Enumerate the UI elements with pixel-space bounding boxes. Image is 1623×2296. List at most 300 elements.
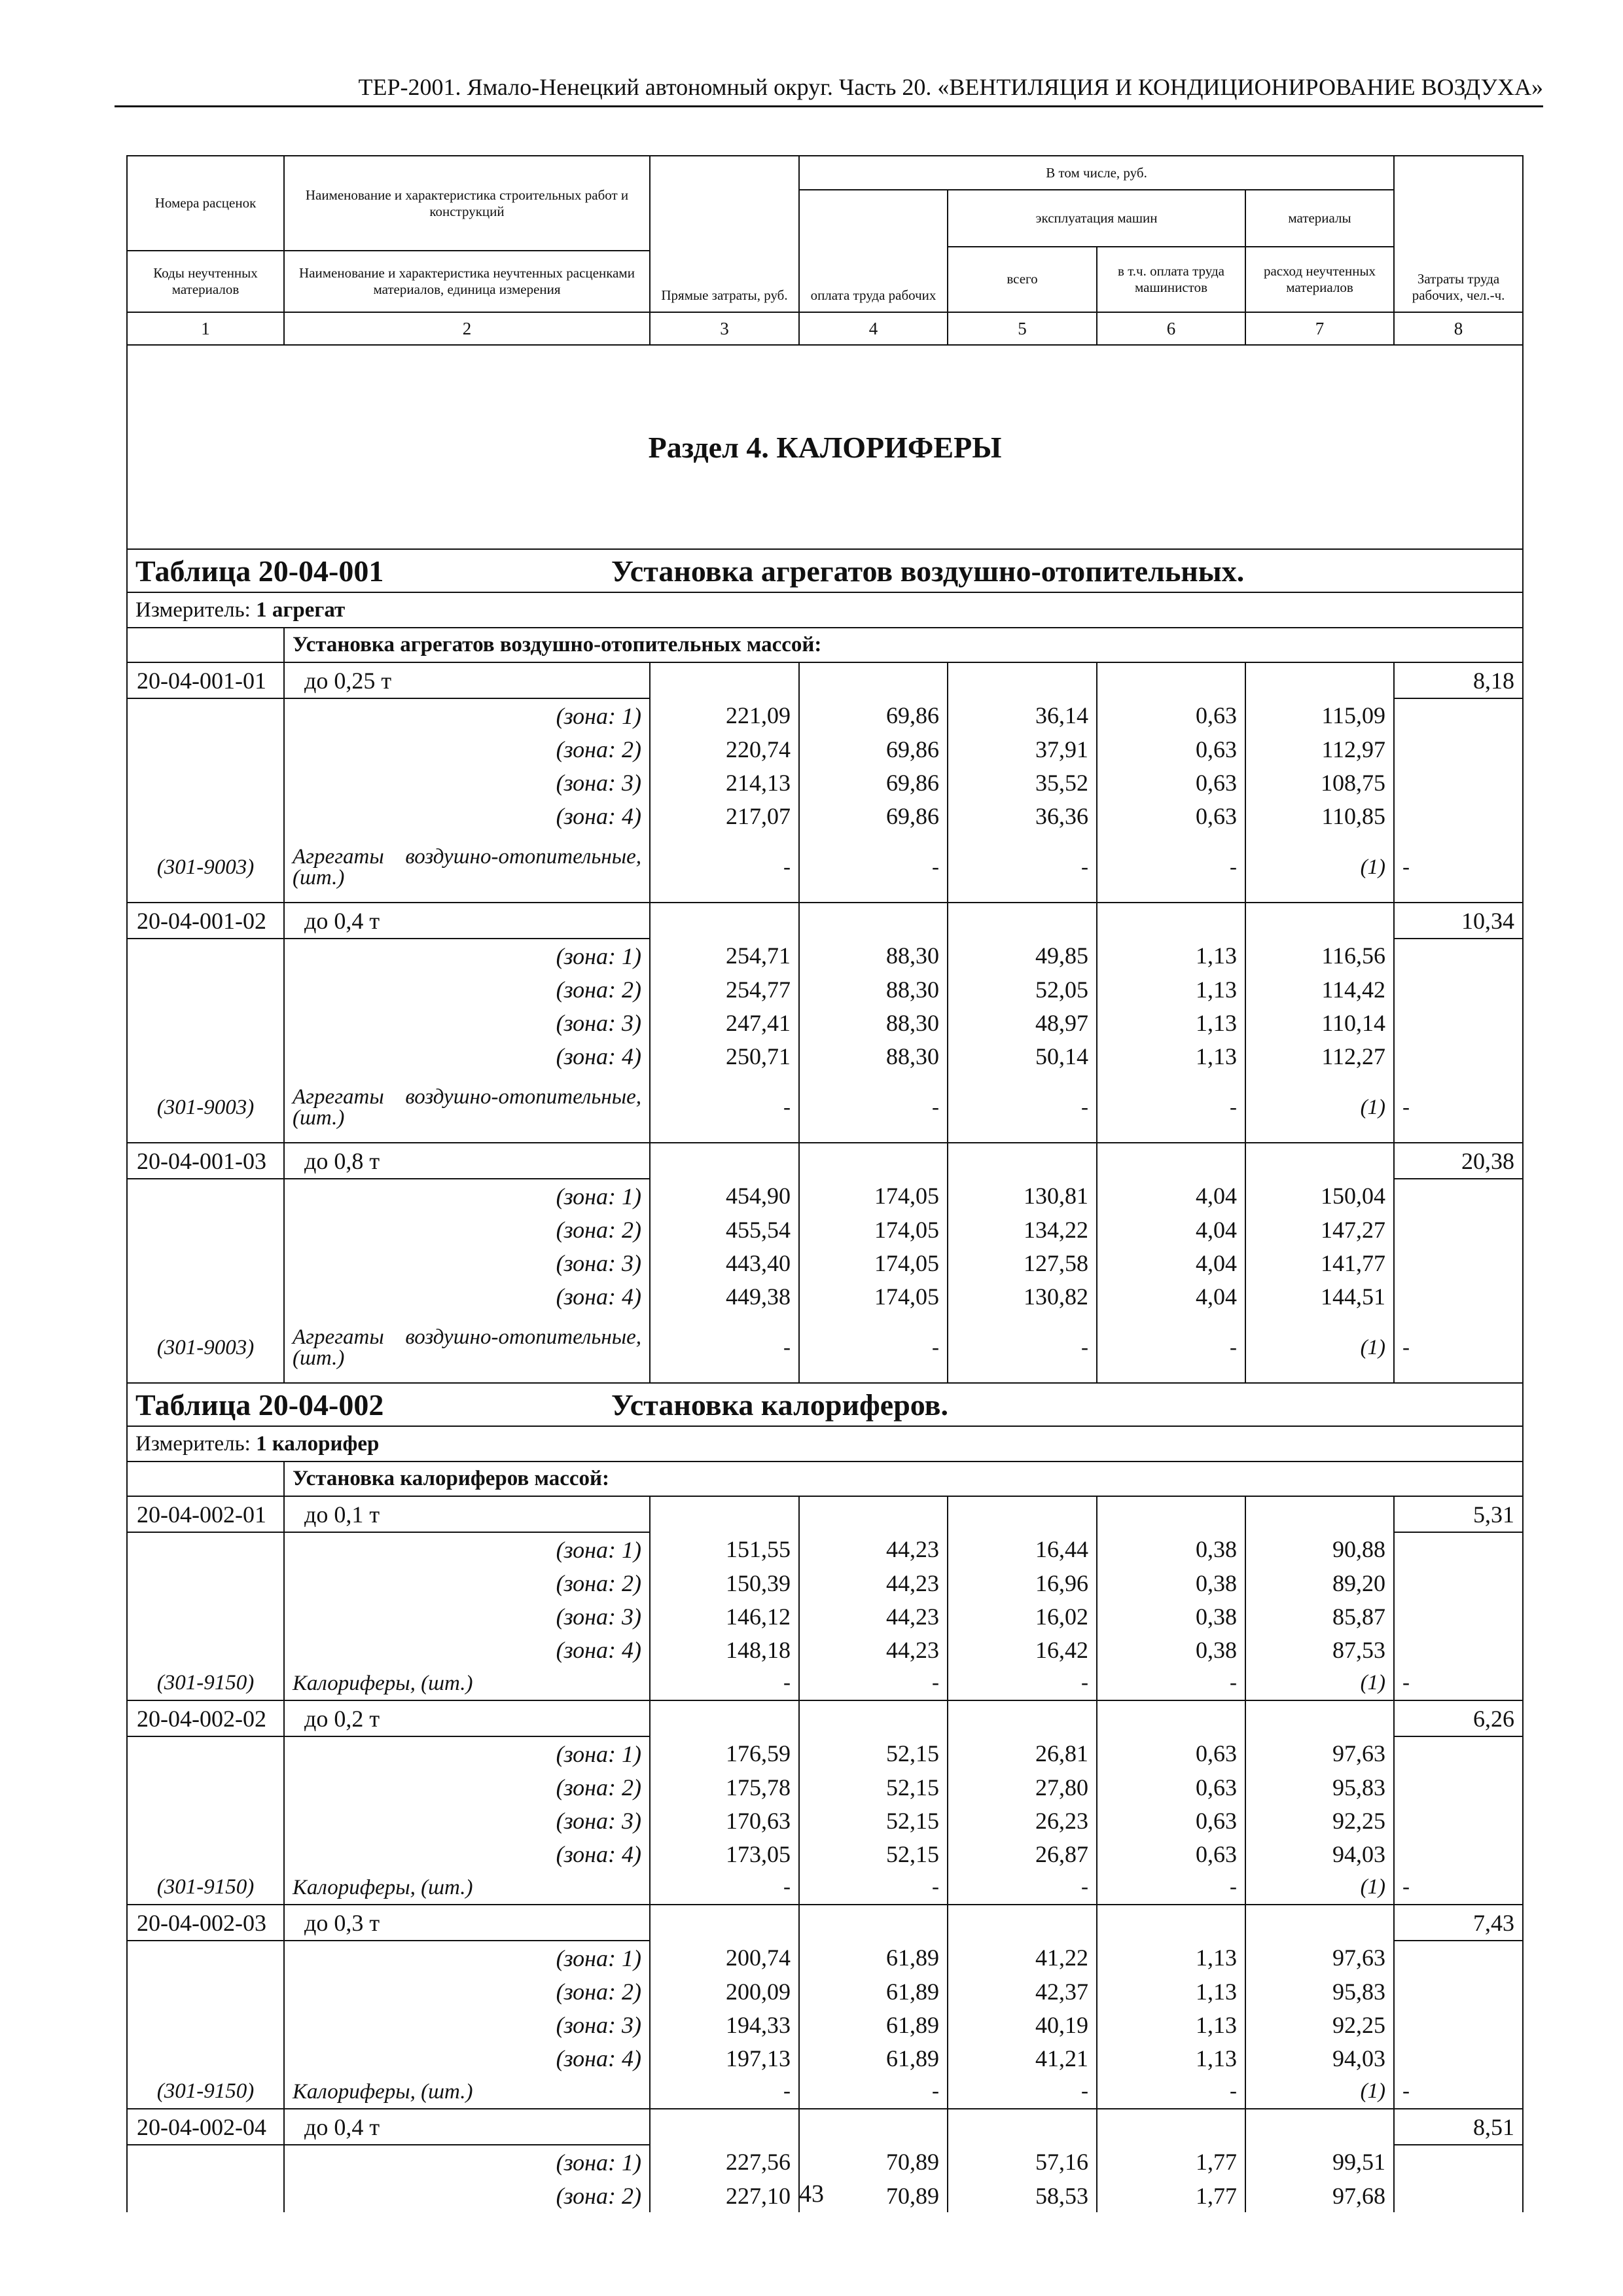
wage-cost: 61,89: [799, 2008, 948, 2041]
empty-cell: [1394, 732, 1523, 766]
material-value: -: [1394, 1666, 1523, 1700]
materials-cost: 94,03: [1245, 1837, 1394, 1871]
zone-price-row: [127, 939, 1523, 973]
empty-cell: [1097, 1905, 1245, 1941]
materials-cost: 92,25: [1245, 2008, 1394, 2041]
zone-price-row: [127, 1837, 1523, 1871]
machinist-wage: 1,13: [1097, 2008, 1245, 2041]
direct-cost: 217,07: [650, 799, 799, 833]
empty-cell: [1394, 766, 1523, 799]
wage-cost: 52,15: [799, 1804, 948, 1837]
materials-cost: 89,20: [1245, 1566, 1394, 1600]
material-row: [127, 1073, 1523, 1143]
machinist-wage: 0,63: [1097, 1804, 1245, 1837]
direct-cost: 221,09: [650, 698, 799, 732]
rate-code-row: [127, 662, 1523, 698]
material-value: -: [650, 1666, 799, 1700]
table-name: Установка калориферов.: [611, 1388, 949, 1422]
material-consumption: (1): [1245, 1073, 1394, 1143]
rate-description: до 0,4 т: [284, 903, 650, 939]
machinist-wage: 1,13: [1097, 973, 1245, 1006]
machinist-wage: 1,13: [1097, 2041, 1245, 2075]
empty-cell: [1394, 1179, 1523, 1213]
materials-cost: 112,97: [1245, 732, 1394, 766]
zone-price-row: [127, 1941, 1523, 1975]
column-number-row: [127, 312, 1523, 345]
empty-cell: [1394, 1633, 1523, 1666]
rate-code-row: [127, 1700, 1523, 1736]
labor-cost: 10,34: [1394, 903, 1523, 939]
material-value: -: [799, 1313, 948, 1383]
empty-cell: [1394, 1532, 1523, 1566]
materials-cost: 99,51: [1245, 2145, 1394, 2179]
material-value: -: [650, 1073, 799, 1143]
empty-cell: [799, 1700, 948, 1736]
empty-cell: [127, 1566, 284, 1600]
empty-cell: [1394, 2008, 1523, 2041]
meter-row: [127, 592, 1523, 628]
header-machines: эксплуатация машин: [948, 190, 1245, 247]
zone-label: (зона: 1): [284, 1179, 650, 1213]
material-code: (301-9003): [127, 1313, 284, 1383]
material-value: -: [650, 2075, 799, 2109]
machinist-wage: 1,13: [1097, 1039, 1245, 1073]
empty-cell: [1394, 1975, 1523, 2008]
section-row: [127, 345, 1523, 549]
direct-cost: 200,09: [650, 1975, 799, 2008]
empty-cell: [1097, 662, 1245, 698]
machine-cost: 16,02: [948, 1600, 1097, 1633]
material-value: -: [799, 1666, 948, 1700]
empty-cell: [127, 1804, 284, 1837]
rate-code: 20-04-001-02: [127, 903, 284, 939]
machine-cost: 16,42: [948, 1633, 1097, 1666]
empty-cell: [1245, 1905, 1394, 1941]
material-consumption: (1): [1245, 2075, 1394, 2109]
labor-cost: 5,31: [1394, 1496, 1523, 1532]
materials-cost: 97,63: [1245, 1736, 1394, 1770]
materials-cost: 92,25: [1245, 1804, 1394, 1837]
meter-value: 1 агрегат: [256, 598, 346, 622]
column-number: 8: [1394, 312, 1523, 345]
machinist-wage: 0,63: [1097, 766, 1245, 799]
work-group-spacer: [127, 1462, 284, 1496]
empty-cell: [127, 1246, 284, 1280]
machine-cost: 26,87: [948, 1837, 1097, 1871]
material-value: -: [1394, 1073, 1523, 1143]
empty-cell: [799, 1143, 948, 1179]
direct-cost: 227,10: [650, 2179, 799, 2212]
zone-price-row: [127, 799, 1523, 833]
rate-description: до 0,2 т: [284, 1700, 650, 1736]
zone-price-row: [127, 1600, 1523, 1633]
machine-cost: 36,14: [948, 698, 1097, 732]
meter-value: 1 калорифер: [256, 1431, 380, 1456]
empty-cell: [650, 1143, 799, 1179]
material-value: -: [1394, 1871, 1523, 1905]
rates-table-frame: [126, 155, 1522, 2209]
empty-cell: [127, 1736, 284, 1770]
empty-cell: [1394, 1566, 1523, 1600]
empty-cell: [1394, 973, 1523, 1006]
meter-row: [127, 1426, 1523, 1462]
wage-cost: 69,86: [799, 799, 948, 833]
empty-cell: [1245, 1496, 1394, 1532]
wage-cost: 174,05: [799, 1246, 948, 1280]
material-value: -: [1394, 833, 1523, 903]
machinist-wage: 1,13: [1097, 1941, 1245, 1975]
zone-label: (зона: 1): [284, 1941, 650, 1975]
direct-cost: 176,59: [650, 1736, 799, 1770]
wage-cost: 52,15: [799, 1837, 948, 1871]
direct-cost: 197,13: [650, 2041, 799, 2075]
meter: [127, 1426, 1523, 1462]
material-value: -: [948, 833, 1097, 903]
zone-label: (зона: 1): [284, 939, 650, 973]
machine-cost: 16,96: [948, 1566, 1097, 1600]
zone-price-row: [127, 1213, 1523, 1246]
material-value: -: [948, 1313, 1097, 1383]
machine-cost: 41,22: [948, 1941, 1097, 1975]
material-row: [127, 833, 1523, 903]
materials-cost: 110,85: [1245, 799, 1394, 833]
machinist-wage: 0,38: [1097, 1633, 1245, 1666]
wage-cost: 88,30: [799, 1039, 948, 1073]
rate-description: до 0,25 т: [284, 662, 650, 698]
column-number: 2: [284, 312, 650, 345]
work-group-spacer: [127, 628, 284, 662]
empty-cell: [127, 1633, 284, 1666]
material-name: Агрегаты воздушно-отопительные, (шт.): [284, 833, 650, 903]
column-number: 5: [948, 312, 1097, 345]
empty-cell: [1245, 1700, 1394, 1736]
header-col1-bottom: Коды неучтенных материалов: [127, 251, 284, 312]
empty-cell: [127, 2145, 284, 2179]
rate-code: 20-04-002-02: [127, 1700, 284, 1736]
material-row: [127, 1871, 1523, 1905]
zone-price-row: [127, 1039, 1523, 1073]
column-number: 6: [1097, 312, 1245, 345]
direct-cost: 254,77: [650, 973, 799, 1006]
material-value: -: [1097, 833, 1245, 903]
machine-cost: 127,58: [948, 1246, 1097, 1280]
direct-cost: 254,71: [650, 939, 799, 973]
rate-code: 20-04-002-04: [127, 2109, 284, 2145]
table-title-row: [127, 549, 1523, 592]
empty-cell: [650, 1496, 799, 1532]
header-wages: оплата труда рабочих: [799, 190, 948, 312]
zone-price-row: [127, 2041, 1523, 2075]
empty-cell: [948, 903, 1097, 939]
rate-description: до 0,1 т: [284, 1496, 650, 1532]
zone-price-row: [127, 698, 1523, 732]
wage-cost: 70,89: [799, 2145, 948, 2179]
empty-cell: [650, 1905, 799, 1941]
empty-cell: [1394, 1039, 1523, 1073]
zone-label: (зона: 2): [284, 1213, 650, 1246]
wage-cost: 88,30: [799, 1006, 948, 1039]
empty-cell: [1394, 799, 1523, 833]
zone-label: (зона: 1): [284, 698, 650, 732]
rate-description: до 0,8 т: [284, 1143, 650, 1179]
rates-table: [126, 155, 1524, 2212]
zone-label: (зона: 1): [284, 1736, 650, 1770]
machine-cost: 58,53: [948, 2179, 1097, 2212]
materials-cost: 97,68: [1245, 2179, 1394, 2212]
empty-cell: [1394, 2145, 1523, 2179]
materials-cost: 147,27: [1245, 1213, 1394, 1246]
direct-cost: 170,63: [650, 1804, 799, 1837]
zone-label: (зона: 1): [284, 1532, 650, 1566]
machine-cost: 130,81: [948, 1179, 1097, 1213]
rate-code-row: [127, 1143, 1523, 1179]
materials-cost: 108,75: [1245, 766, 1394, 799]
header-unaccounted-materials: расход неучтенных материалов: [1245, 247, 1394, 313]
material-value: -: [1394, 1313, 1523, 1383]
empty-cell: [127, 2008, 284, 2041]
empty-cell: [650, 903, 799, 939]
machinist-wage: 0,38: [1097, 1532, 1245, 1566]
labor-cost: 8,51: [1394, 2109, 1523, 2145]
material-name: Калориферы, (шт.): [284, 2075, 650, 2109]
empty-cell: [1394, 1736, 1523, 1770]
zone-label: (зона: 4): [284, 1039, 650, 1073]
materials-cost: 115,09: [1245, 698, 1394, 732]
empty-cell: [1394, 1246, 1523, 1280]
material-name: Агрегаты воздушно-отопительные, (шт.): [284, 1073, 650, 1143]
material-code: (301-9003): [127, 833, 284, 903]
direct-cost: 151,55: [650, 1532, 799, 1566]
header-rule: [115, 105, 1543, 107]
material-row: [127, 1666, 1523, 1700]
zone-label: (зона: 2): [284, 2179, 650, 2212]
empty-cell: [127, 1770, 284, 1804]
material-value: -: [799, 1871, 948, 1905]
empty-cell: [799, 1905, 948, 1941]
machinist-wage: 1,13: [1097, 939, 1245, 973]
material-value: -: [650, 1313, 799, 1383]
materials-cost: 116,56: [1245, 939, 1394, 973]
machine-cost: 40,19: [948, 2008, 1097, 2041]
material-name: Калориферы, (шт.): [284, 1871, 650, 1905]
machine-cost: 42,37: [948, 1975, 1097, 2008]
empty-cell: [127, 1532, 284, 1566]
empty-cell: [1097, 1143, 1245, 1179]
empty-cell: [799, 1496, 948, 1532]
machinist-wage: 0,63: [1097, 732, 1245, 766]
empty-cell: [1394, 1280, 1523, 1313]
empty-cell: [127, 1179, 284, 1213]
machinist-wage: 4,04: [1097, 1280, 1245, 1313]
zone-price-row: [127, 2008, 1523, 2041]
machinist-wage: 0,63: [1097, 799, 1245, 833]
machine-cost: 26,23: [948, 1804, 1097, 1837]
header-labor-costs: Затраты труда рабочих, чел.-ч.: [1394, 156, 1523, 312]
material-row: [127, 2075, 1523, 2109]
machine-cost: 50,14: [948, 1039, 1097, 1073]
direct-cost: 443,40: [650, 1246, 799, 1280]
empty-cell: [1394, 1006, 1523, 1039]
header-col2-bottom: Наименование и характеристика неучтенных расценками материалов, единица измерения: [284, 251, 650, 312]
material-row: [127, 1313, 1523, 1383]
work-group-row: [127, 1462, 1523, 1496]
material-value: -: [948, 1666, 1097, 1700]
wage-cost: 70,89: [799, 2179, 948, 2212]
material-value: -: [1097, 1666, 1245, 1700]
materials-cost: 85,87: [1245, 1600, 1394, 1633]
direct-cost: 200,74: [650, 1941, 799, 1975]
header-col1-top: Номера расценок: [127, 156, 284, 251]
header-machines-total: всего: [948, 247, 1097, 313]
empty-cell: [127, 1280, 284, 1313]
wage-cost: 44,23: [799, 1600, 948, 1633]
zone-price-row: [127, 1804, 1523, 1837]
empty-cell: [948, 662, 1097, 698]
table-name: Установка агрегатов воздушно-отопительных.: [611, 554, 1245, 588]
labor-cost: 6,26: [1394, 1700, 1523, 1736]
empty-cell: [650, 662, 799, 698]
empty-cell: [127, 1213, 284, 1246]
empty-cell: [127, 732, 284, 766]
machinist-wage: 4,04: [1097, 1213, 1245, 1246]
wage-cost: 174,05: [799, 1179, 948, 1213]
materials-cost: 87,53: [1245, 1633, 1394, 1666]
zone-price-row: [127, 973, 1523, 1006]
material-value: -: [1394, 2075, 1523, 2109]
zone-label: (зона: 3): [284, 1006, 650, 1039]
zone-price-row: [127, 1280, 1523, 1313]
empty-cell: [1245, 2109, 1394, 2145]
direct-cost: 250,71: [650, 1039, 799, 1073]
empty-cell: [799, 903, 948, 939]
direct-cost: 148,18: [650, 1633, 799, 1666]
materials-cost: 95,83: [1245, 1975, 1394, 2008]
machine-cost: 16,44: [948, 1532, 1097, 1566]
meter-label: Измеритель:: [135, 1431, 251, 1456]
table-title-row: [127, 1383, 1523, 1426]
zone-label: (зона: 4): [284, 1633, 650, 1666]
empty-cell: [1394, 939, 1523, 973]
wage-cost: 174,05: [799, 1280, 948, 1313]
header-machinist-wages: в т.ч. оплата труда машинистов: [1097, 247, 1245, 313]
material-value: -: [948, 1871, 1097, 1905]
empty-cell: [1394, 1770, 1523, 1804]
empty-cell: [650, 1700, 799, 1736]
table-title: [127, 549, 1523, 592]
machine-cost: 52,05: [948, 973, 1097, 1006]
machinist-wage: 1,77: [1097, 2179, 1245, 2212]
wage-cost: 44,23: [799, 1532, 948, 1566]
empty-cell: [799, 662, 948, 698]
material-value: -: [948, 1073, 1097, 1143]
wage-cost: 61,89: [799, 2041, 948, 2075]
machine-cost: 57,16: [948, 2145, 1097, 2179]
machinist-wage: 4,04: [1097, 1179, 1245, 1213]
empty-cell: [127, 1975, 284, 2008]
machinist-wage: 0,63: [1097, 1770, 1245, 1804]
empty-cell: [1097, 903, 1245, 939]
zone-label: (зона: 3): [284, 1246, 650, 1280]
rate-code: 20-04-001-01: [127, 662, 284, 698]
material-value: -: [1097, 1313, 1245, 1383]
empty-cell: [127, 1600, 284, 1633]
zone-price-row: [127, 1770, 1523, 1804]
header-col2-top: Наименование и характеристика строительных работ и конструкций: [284, 156, 650, 251]
machinist-wage: 4,04: [1097, 1246, 1245, 1280]
material-value: -: [1097, 2075, 1245, 2109]
machinist-wage: 0,38: [1097, 1566, 1245, 1600]
machinist-wage: 1,77: [1097, 2145, 1245, 2179]
machinist-wage: 1,13: [1097, 1006, 1245, 1039]
labor-cost: 8,18: [1394, 662, 1523, 698]
work-group-row: [127, 628, 1523, 662]
empty-cell: [1394, 1941, 1523, 1975]
material-code: (301-9150): [127, 1666, 284, 1700]
zone-label: (зона: 4): [284, 2041, 650, 2075]
zone-label: (зона: 3): [284, 2008, 650, 2041]
rate-description: до 0,4 т: [284, 2109, 650, 2145]
wage-cost: 69,86: [799, 698, 948, 732]
materials-cost: 150,04: [1245, 1179, 1394, 1213]
materials-cost: 112,27: [1245, 1039, 1394, 1073]
direct-cost: 454,90: [650, 1179, 799, 1213]
empty-cell: [1394, 1600, 1523, 1633]
direct-cost: 175,78: [650, 1770, 799, 1804]
direct-cost: 220,74: [650, 732, 799, 766]
wage-cost: 44,23: [799, 1633, 948, 1666]
direct-cost: 214,13: [650, 766, 799, 799]
zone-label: (зона: 1): [284, 2145, 650, 2179]
empty-cell: [127, 1006, 284, 1039]
direct-cost: 227,56: [650, 2145, 799, 2179]
machine-cost: 48,97: [948, 1006, 1097, 1039]
work-group-title: Установка калориферов массой:: [284, 1462, 1523, 1496]
rate-code-row: [127, 1496, 1523, 1532]
empty-cell: [1394, 1213, 1523, 1246]
material-value: -: [1097, 1073, 1245, 1143]
wage-cost: 88,30: [799, 973, 948, 1006]
direct-cost: 146,12: [650, 1600, 799, 1633]
zone-price-row: [127, 1566, 1523, 1600]
empty-cell: [127, 939, 284, 973]
zone-price-row: [127, 766, 1523, 799]
zone-price-row: [127, 1532, 1523, 1566]
machinist-wage: 0,63: [1097, 698, 1245, 732]
column-number: 1: [127, 312, 284, 345]
direct-cost: 150,39: [650, 1566, 799, 1600]
material-consumption: (1): [1245, 1313, 1394, 1383]
empty-cell: [1394, 2041, 1523, 2075]
zone-price-row: [127, 2145, 1523, 2179]
material-value: -: [799, 2075, 948, 2109]
wage-cost: 44,23: [799, 1566, 948, 1600]
machine-cost: 35,52: [948, 766, 1097, 799]
empty-cell: [948, 1143, 1097, 1179]
material-value: -: [799, 1073, 948, 1143]
zone-label: (зона: 4): [284, 799, 650, 833]
machine-cost: 27,80: [948, 1770, 1097, 1804]
direct-cost: 194,33: [650, 2008, 799, 2041]
zone-price-row: [127, 1975, 1523, 2008]
zone-price-row: [127, 1246, 1523, 1280]
column-number: 7: [1245, 312, 1394, 345]
empty-cell: [948, 1496, 1097, 1532]
zone-label: (зона: 4): [284, 1837, 650, 1871]
empty-cell: [1097, 1700, 1245, 1736]
empty-cell: [127, 2041, 284, 2075]
table-code: Таблица 20-04-002: [135, 1388, 384, 1422]
wage-cost: 52,15: [799, 1770, 948, 1804]
